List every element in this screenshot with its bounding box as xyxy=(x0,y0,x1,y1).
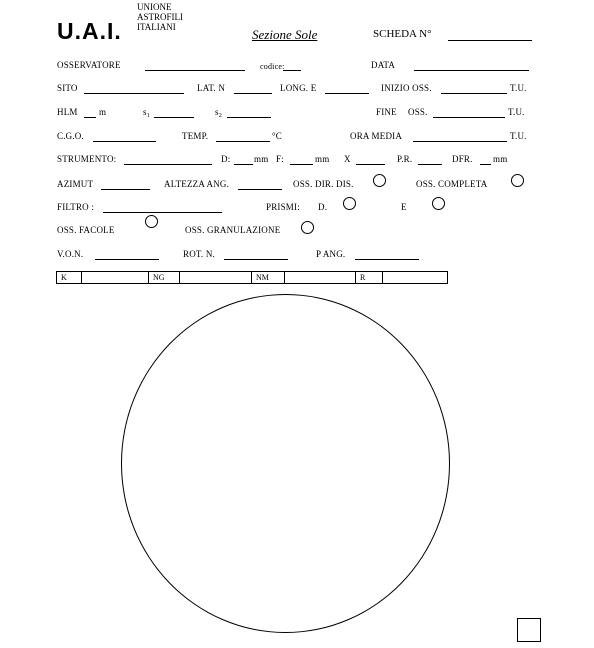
osservatore-label: OSSERVATORE xyxy=(57,60,121,70)
s2-field[interactable] xyxy=(227,117,271,118)
strumento-label: STRUMENTO: xyxy=(57,154,117,164)
azimut-label: AZIMUT xyxy=(57,179,94,189)
prismi-e-radio[interactable] xyxy=(432,197,445,210)
ora-media-field[interactable] xyxy=(413,141,507,142)
pr-field[interactable] xyxy=(418,164,442,165)
inizio-oss-label: INIZIO OSS. xyxy=(381,83,432,93)
dfr-field[interactable] xyxy=(480,164,491,165)
x-label: X xyxy=(344,154,351,164)
oss-completa-label: OSS. COMPLETA xyxy=(416,179,488,189)
nm-value-cell[interactable] xyxy=(285,272,356,284)
inizio-oss-field[interactable] xyxy=(441,93,507,94)
section-title: Sezione Sole xyxy=(252,27,318,42)
altezza-label: ALTEZZA ANG. xyxy=(164,179,230,189)
corner-box[interactable] xyxy=(517,618,541,642)
s1-base: s xyxy=(143,107,147,117)
fine-oss-field[interactable] xyxy=(433,117,505,118)
fine-label: FINE xyxy=(376,107,397,117)
solar-disk-drawing-area[interactable] xyxy=(121,294,450,633)
scheda-number-field[interactable] xyxy=(448,40,532,41)
hlm-label: HLM xyxy=(57,107,78,117)
filtro-label: FILTRO : xyxy=(57,202,95,212)
s2-label xyxy=(215,107,222,122)
sito-label: SITO xyxy=(57,83,78,93)
oss-dir-dis-radio[interactable] xyxy=(373,174,386,187)
dfr-label: DFR. xyxy=(452,154,473,164)
rot-field[interactable] xyxy=(224,259,288,260)
r-label: R xyxy=(356,272,383,284)
hlm-unit: m xyxy=(99,107,107,117)
p-ang-label: P ANG. xyxy=(316,249,346,259)
k-label: K xyxy=(57,272,82,284)
org-line-1: UNIONE xyxy=(137,2,172,12)
diameter-label: D: xyxy=(221,154,231,164)
diameter-unit: mm xyxy=(254,154,269,164)
org-line-3: ITALIANI xyxy=(137,22,176,32)
s1-label xyxy=(143,107,150,122)
von-label: V.O.N. xyxy=(57,249,84,259)
pr-label: P.R. xyxy=(397,154,413,164)
nm-label: NM xyxy=(252,272,285,284)
fine-oss-label: OSS. xyxy=(408,107,428,117)
oss-facole-label: OSS. FACOLE xyxy=(57,225,115,235)
uai-logo: U.A.I. xyxy=(57,18,122,44)
data-label: DATA xyxy=(371,60,396,70)
oss-completa-radio[interactable] xyxy=(511,174,524,187)
codes-row xyxy=(57,272,448,284)
temp-unit: °C xyxy=(272,131,283,141)
codice-label: codice: xyxy=(260,62,285,71)
data-field[interactable] xyxy=(414,70,529,71)
x-field[interactable] xyxy=(356,164,385,165)
oss-facole-radio[interactable] xyxy=(145,215,158,228)
oss-granulazione-label: OSS. GRANULAZIONE xyxy=(185,225,281,235)
diameter-field[interactable] xyxy=(234,164,253,165)
prismi-d-radio[interactable] xyxy=(343,197,356,210)
altezza-field[interactable] xyxy=(238,189,282,190)
k-value-cell[interactable] xyxy=(82,272,149,284)
s2-sub: 2 xyxy=(218,113,222,119)
filtro-field[interactable] xyxy=(103,212,222,213)
ng-value-cell[interactable] xyxy=(180,272,252,284)
cgo-field[interactable] xyxy=(93,141,156,142)
strumento-field[interactable] xyxy=(124,164,212,165)
inizio-tu-label: T.U. xyxy=(510,83,527,93)
temp-field[interactable] xyxy=(216,141,270,142)
org-line-2: ASTROFILI xyxy=(137,12,184,22)
azimut-field[interactable] xyxy=(101,189,150,190)
dfr-unit: mm xyxy=(493,154,508,164)
scheda-label: SCHEDA N° xyxy=(373,28,432,40)
sito-field[interactable] xyxy=(84,93,184,94)
prismi-d-label: D. xyxy=(318,202,328,212)
s1-sub: 1 xyxy=(146,113,150,119)
oss-dir-dis-label: OSS. DIR. DIS. xyxy=(293,179,354,189)
long-label: LONG. E xyxy=(280,83,317,93)
rot-label: ROT. N. xyxy=(183,249,215,259)
prismi-label: PRISMI: xyxy=(266,202,300,212)
fine-tu-label: T.U. xyxy=(508,107,525,117)
von-field[interactable] xyxy=(95,259,159,260)
ora-media-label: ORA MEDIA xyxy=(350,131,403,141)
organization-name xyxy=(137,2,183,32)
codes-table xyxy=(56,271,448,284)
ng-label: NG xyxy=(149,272,180,284)
lat-field[interactable] xyxy=(234,93,272,94)
hlm-field[interactable] xyxy=(84,117,96,118)
s2-base: s xyxy=(215,107,219,117)
osservatore-field[interactable] xyxy=(145,70,245,71)
focal-label: F: xyxy=(276,154,284,164)
focal-unit: mm xyxy=(315,154,330,164)
codice-field[interactable] xyxy=(283,70,301,71)
temp-label: TEMP. xyxy=(182,131,209,141)
prismi-e-label: E xyxy=(401,202,407,212)
r-value-cell[interactable] xyxy=(383,272,448,284)
cgo-label: C.G.O. xyxy=(57,131,84,141)
s1-field[interactable] xyxy=(154,117,194,118)
p-ang-field[interactable] xyxy=(355,259,419,260)
long-field[interactable] xyxy=(325,93,369,94)
lat-label: LAT. N xyxy=(197,83,226,93)
oss-granulazione-radio[interactable] xyxy=(301,221,314,234)
ora-media-tu-label: T.U. xyxy=(510,131,527,141)
focal-field[interactable] xyxy=(290,164,313,165)
